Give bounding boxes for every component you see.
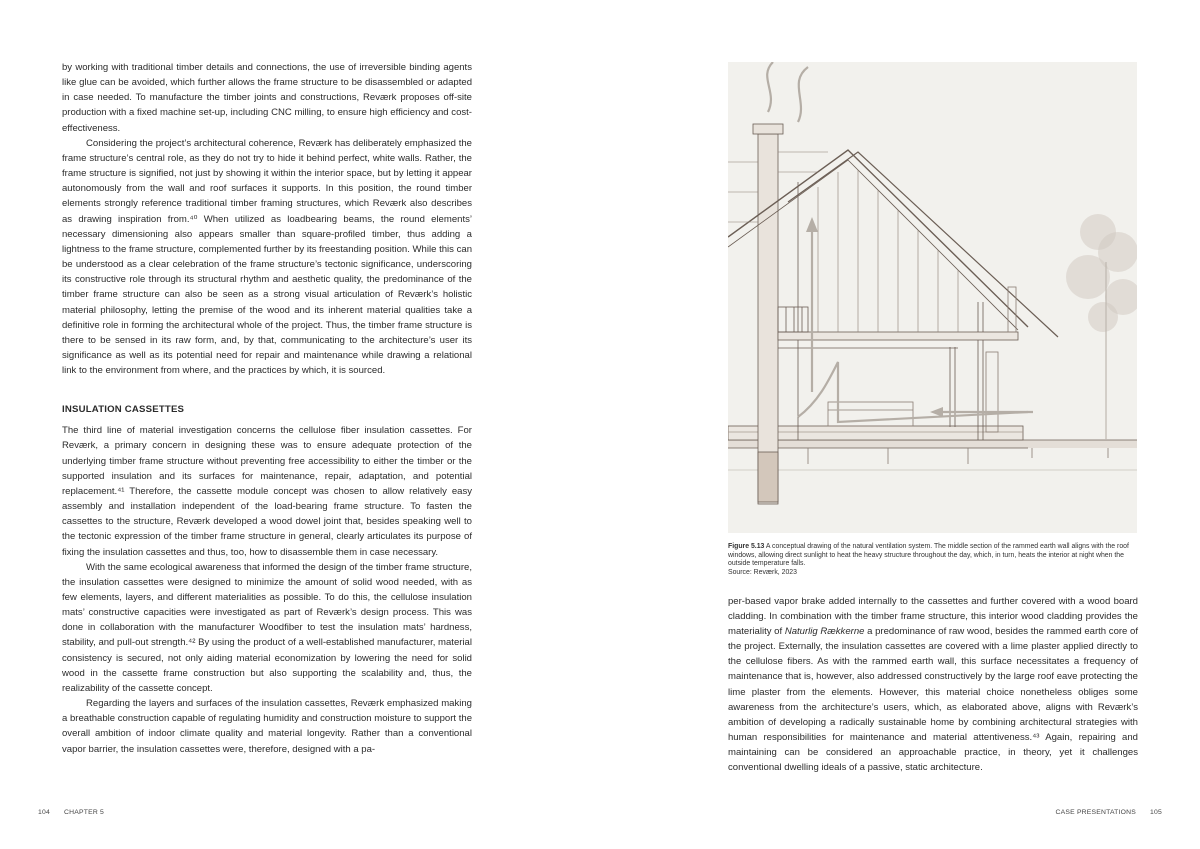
caption-text: A conceptual drawing of the natural ventilation system. The middle section of the rammed earth wall aligns with the roof windows, allowing direct sunlight to heat the heavy structure throughout the day, which, in turn, heats the interior at night when the outside temperature falls. — [728, 543, 1129, 568]
ventilation-section-drawing — [728, 62, 1137, 533]
railing — [778, 307, 808, 332]
right-page — [600, 0, 1200, 849]
body-text: a predominance of raw wood, besides the rammed earth core of the project. Externally, the insulation cassettes are covered with a lime plaster applied directly to the cellulose fibers. As with the rammed earth wall, this surface necessitates a frequency of maintenance that is, however, also addressed constructively by the large roof eave protecting the lime plaster from the elements. However, this material choice nonetheless obliges some awareness from the architecture’s users, which, as elaborated above, aligns with Reværk’s ambition of developing a radically sustainable home by combining architectural strategies with human responsibilities for maintenance and material attentiveness.⁴³ Again, repairing and maintaining can be considered an approachable practice, in theory, yet it challenges conventional dwelling ideals of a passive, static architecture. — [728, 626, 1139, 774]
paragraph: by working with traditional timber details and connections, the use of irreversible binding agents like glue can be avoided, which further allows the frame structure to be disassembled or adapted in case needed. To manufacture the timber joints and constructions, Reværk proposes off-site production with a fixed machine set-up, including CNC milling, to ensure high efficiency and cost-effectiveness. — [62, 62, 472, 134]
running-header: CASE PRESENTATIONS — [1055, 809, 1136, 816]
paragraph: Considering the project’s architectural coherence, Reværk has deliberately emphasized the frame structure’s central role, as they do not try to hide it behind perfect, white walls. Rather, the frame structure is signified, not just by showing it within the interior space, but by letting it appear autonomously from the wall and roof surfaces it supports. In this position, the round timber elements strongly reference traditional timber framing structures, which Reværk also describes as drawing inspiration from.⁴⁰ When utilized as loadbearing beams, the round elements’ necessary dimensioning also appears smaller than square-profiled timber, thus adding a lightness to the frame structure, complemented further by its freestanding position. While this can be understood as a clear celebration of the frame structure’s tectonic significance, underscoring its constructive role through its structural rhythm and aesthetic quality, the predominance of the timber frame structure can also be seen as a strong visual articulation of Reværk’s holistic material philosophy, letting the premise of the wood and its inherent material qualities take a definitive role in forming the architectural whole of the project. Thus, the timber frame structure is there to be sensed in its raw form, and, by that, communicating to the architecture’s user its significance as well as its potential need for repair and maintenance while drawing a relational link to the environment from where, and the practices by which, it is sourced. — [62, 137, 472, 377]
page-number: 105 — [1150, 809, 1162, 816]
paragraph: With the same ecological awareness that informed the design of the timber frame structure, the insulation cassettes were designed to minimize the amount of solid wood needed, with as few elements, layers, and different materialities as possible. To do this, the cellulose insulation mats’ constructive capacities were investigated as part of Reværk’s design process. This was done in collaboration with the manufacturer Woodfiber to test the insulation mats’ hardness, stability, and pull-out strength.⁴² By using the product of a well-established manufacturer, material consistency is secured, not only aiding material economization by lowering the need for solid wood in the cassette frame construction but also supporting the scalability and, thus, the realizability of the cassette concept. — [62, 561, 472, 694]
paragraph — [728, 594, 1138, 775]
left-text-column — [62, 60, 472, 757]
figure-label: Figure 5.13 — [728, 543, 765, 550]
body-text: per-based vapor brake added internally to the cassettes and further covered with a wood board cladding. In combination with the timber frame structure, this interior wood cladding provides the materiality of — [728, 596, 1138, 638]
figure-caption — [728, 543, 1138, 577]
page-number: 104 — [38, 809, 50, 816]
upper-floor — [778, 332, 1018, 340]
paragraph: The third line of material investigation concerns the cellulose fiber insulation cassettes. For Reværk, a primary concern in designing these was to ensure adequate protection of the underlying timber frame structure without preventing free accessibility to either the timber or the supported insulation and its surfaces for maintenance, repair, adaptation, and potential replacement.⁴¹ Therefore, the cassette module concept was chosen to allow relatively easy assembly and installation independent of the load-bearing frame structure. To fasten the cassettes to the structure, Reværk developed a wood dowel joint that, besides speaking well to the tectonic expression of the timber frame structure in general, clearly articulates its purpose of fixing the insulation cassettes and thus, too, how to disassemble them in case necessary. — [62, 425, 472, 558]
ground-slab — [728, 440, 1137, 448]
rammed-earth-core — [758, 134, 778, 504]
section-heading: INSULATION CASSETTES — [62, 404, 185, 416]
paragraph: Regarding the layers and surfaces of the insulation cassettes, Reværk emphasized making a breathable construction capable of regulating humidity and construction moisture to support the overall ambition of indoor climate quality and material longevity. Rather than a conventional vapor barrier, the insulation cassettes were, therefore, designed with a pa- — [62, 698, 472, 755]
project-title: Naturlig Rækkerne — [784, 626, 865, 638]
left-footer — [38, 809, 116, 816]
right-footer — [1056, 809, 1162, 816]
figure-source: Source: Reværk, 2023 — [728, 568, 797, 576]
section-drawing-figure — [728, 62, 1137, 533]
running-header: CHAPTER 5 — [64, 809, 104, 816]
right-text-column — [728, 594, 1138, 775]
tree-illustration — [1066, 214, 1137, 332]
